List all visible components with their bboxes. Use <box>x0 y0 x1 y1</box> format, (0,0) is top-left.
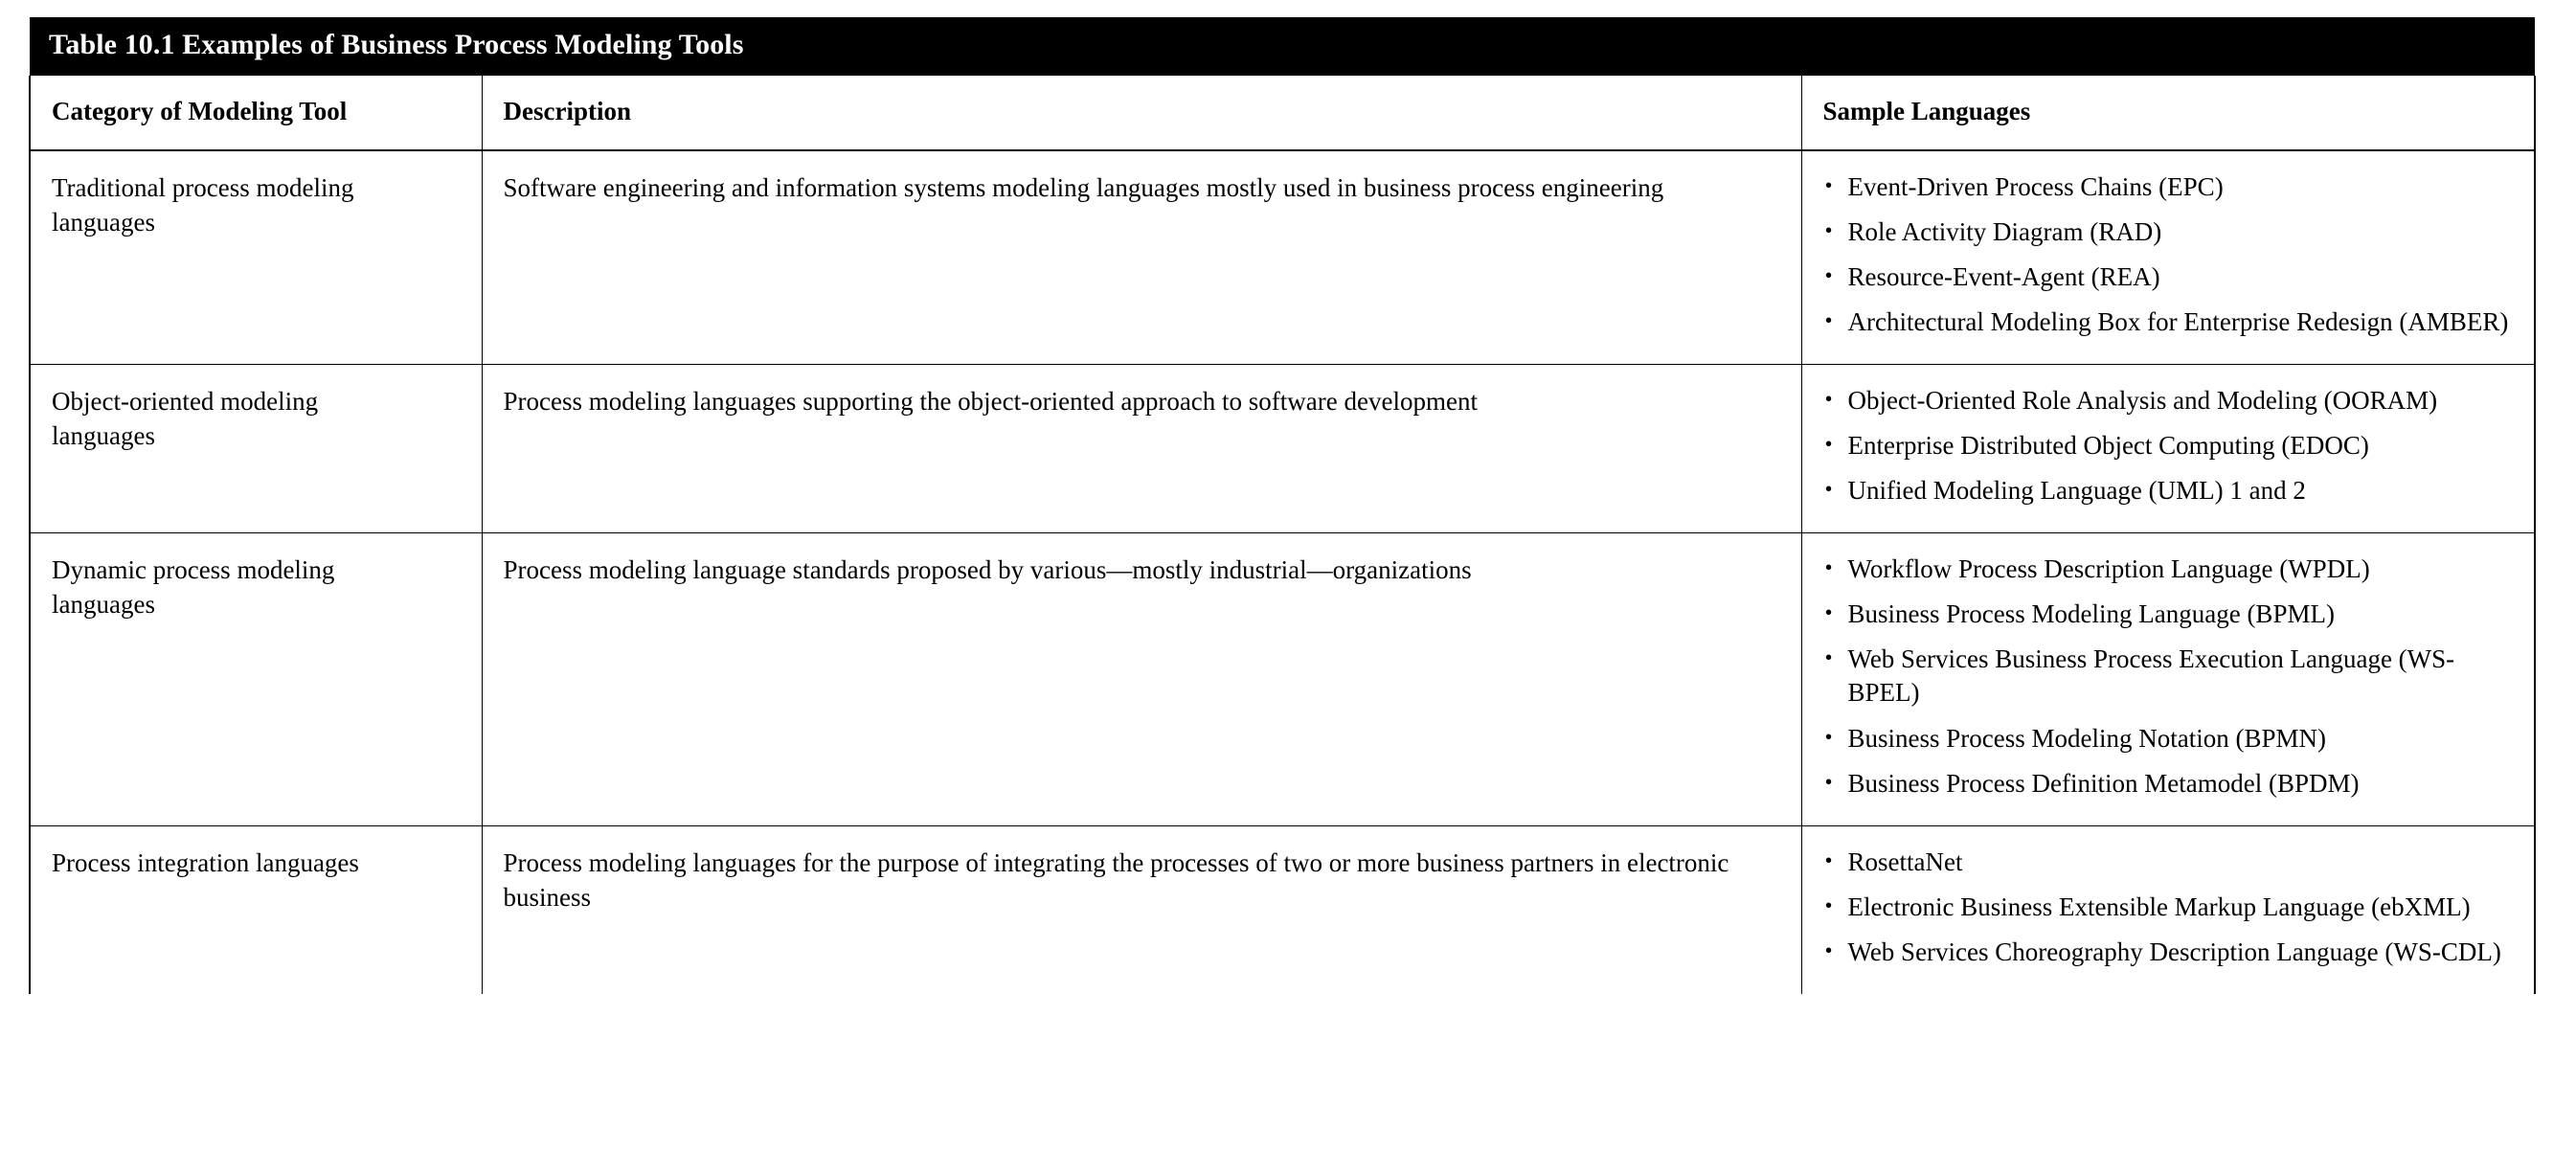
list-item <box>1823 305 2514 339</box>
table-row <box>30 364 2535 532</box>
list-item-label: Unified Modeling Language (UML) 1 and 2 <box>1847 476 2306 506</box>
list-item-label: Enterprise Distributed Object Computing (EDOC) <box>1847 431 2369 461</box>
cell-category <box>30 533 482 826</box>
list-item <box>1823 891 2514 924</box>
cell-category <box>30 825 482 994</box>
cell-sample-languages <box>1801 825 2535 994</box>
cell-category <box>30 364 482 532</box>
list-item <box>1823 384 2514 418</box>
cell-sample-languages <box>1801 150 2535 365</box>
bullet-icon: • <box>1824 386 1833 411</box>
list-item <box>1823 429 2514 463</box>
bullet-icon: • <box>1824 262 1833 287</box>
cell-description <box>482 533 1801 826</box>
table-row <box>30 150 2535 365</box>
bullet-icon: • <box>1824 724 1833 749</box>
bullet-icon: • <box>1824 432 1833 457</box>
table-row <box>30 825 2535 994</box>
list-item <box>1823 553 2514 586</box>
list-item-label: Web Services Choreography Description Language (WS-CDL) <box>1847 937 2501 966</box>
cell-sample-languages <box>1801 533 2535 826</box>
list-item-label: RosettaNet <box>1847 847 1963 876</box>
list-item <box>1823 215 2514 249</box>
table-container <box>29 17 2534 994</box>
description-text: Process modeling languages for the purpose of integrating the processes of two or more business partners in electronic business <box>503 847 1729 912</box>
category-text: Traditional process modeling languages <box>52 172 354 237</box>
bullet-icon: • <box>1824 937 1833 962</box>
list-item <box>1823 936 2514 969</box>
list-item-label: Event-Driven Process Chains (EPC) <box>1847 171 2224 201</box>
list-item-label: Electronic Business Extensible Markup Language (ebXML) <box>1847 892 2471 921</box>
list-item-label: Web Services Business Process Execution Language (WS-BPEL) <box>1847 644 2455 708</box>
category-text: Process integration languages <box>52 847 359 877</box>
bullet-icon: • <box>1824 769 1833 794</box>
description-text: Process modeling languages supporting the object-oriented approach to software development <box>503 386 1478 416</box>
list-item-label: Business Process Modeling Language (BPML) <box>1847 599 2335 629</box>
bullet-icon: • <box>1824 217 1833 242</box>
cell-description <box>482 825 1801 994</box>
cell-description <box>482 150 1801 365</box>
list-item <box>1823 767 2514 801</box>
cell-sample-languages <box>1801 364 2535 532</box>
category-text: Object-oriented modeling languages <box>52 386 319 451</box>
list-item-label: Workflow Process Description Language (WPDL) <box>1847 554 2370 584</box>
bullet-icon: • <box>1824 600 1833 625</box>
list-item-label: Business Process Modeling Notation (BPMN) <box>1847 723 2326 753</box>
list-item-label: Architectural Modeling Box for Enterprise Redesign (AMBER) <box>1847 306 2509 336</box>
list-item <box>1823 474 2514 508</box>
list-item-label: Business Process Definition Metamodel (BPDM) <box>1847 768 2360 798</box>
bullet-icon: • <box>1824 172 1833 197</box>
column-header-category: Category of Modeling Tool <box>30 76 482 150</box>
table-row <box>30 533 2535 826</box>
bullet-icon: • <box>1824 645 1833 670</box>
list-item <box>1823 643 2514 710</box>
list-item-label: Resource-Event-Agent (REA) <box>1847 261 2160 291</box>
sample-languages-list <box>1823 170 2514 339</box>
bullet-icon: • <box>1824 477 1833 502</box>
category-text: Dynamic process modeling languages <box>52 555 335 620</box>
sample-languages-list <box>1823 846 2514 969</box>
list-item-label: Role Activity Diagram (RAD) <box>1847 216 2162 246</box>
cell-category <box>30 150 482 365</box>
description-text: Software engineering and information systems modeling languages mostly used in business process engineering <box>503 172 1664 202</box>
list-item <box>1823 170 2514 204</box>
table-title: Table 10.1 Examples of Business Process Modeling Tools <box>49 29 744 60</box>
list-item <box>1823 598 2514 631</box>
list-item-label: Object-Oriented Role Analysis and Modeling (OORAM) <box>1847 385 2438 415</box>
list-item <box>1823 260 2514 294</box>
bullet-icon: • <box>1824 847 1833 872</box>
list-item <box>1823 846 2514 879</box>
cell-description <box>482 364 1801 532</box>
sample-languages-list <box>1823 553 2514 801</box>
column-header-sample-languages: Sample Languages <box>1801 76 2535 150</box>
column-header-description: Description <box>482 76 1801 150</box>
table-header-row <box>30 76 2535 150</box>
description-text: Process modeling language standards proposed by various—mostly industrial—organizations <box>503 555 1472 585</box>
table-title-cell <box>30 17 2535 76</box>
bullet-icon: • <box>1824 307 1833 332</box>
business-process-modeling-tools-table <box>29 17 2536 994</box>
sample-languages-list <box>1823 384 2514 508</box>
list-item <box>1823 722 2514 756</box>
bullet-icon: • <box>1824 892 1833 917</box>
bullet-icon: • <box>1824 555 1833 580</box>
table-title-row <box>30 17 2535 76</box>
